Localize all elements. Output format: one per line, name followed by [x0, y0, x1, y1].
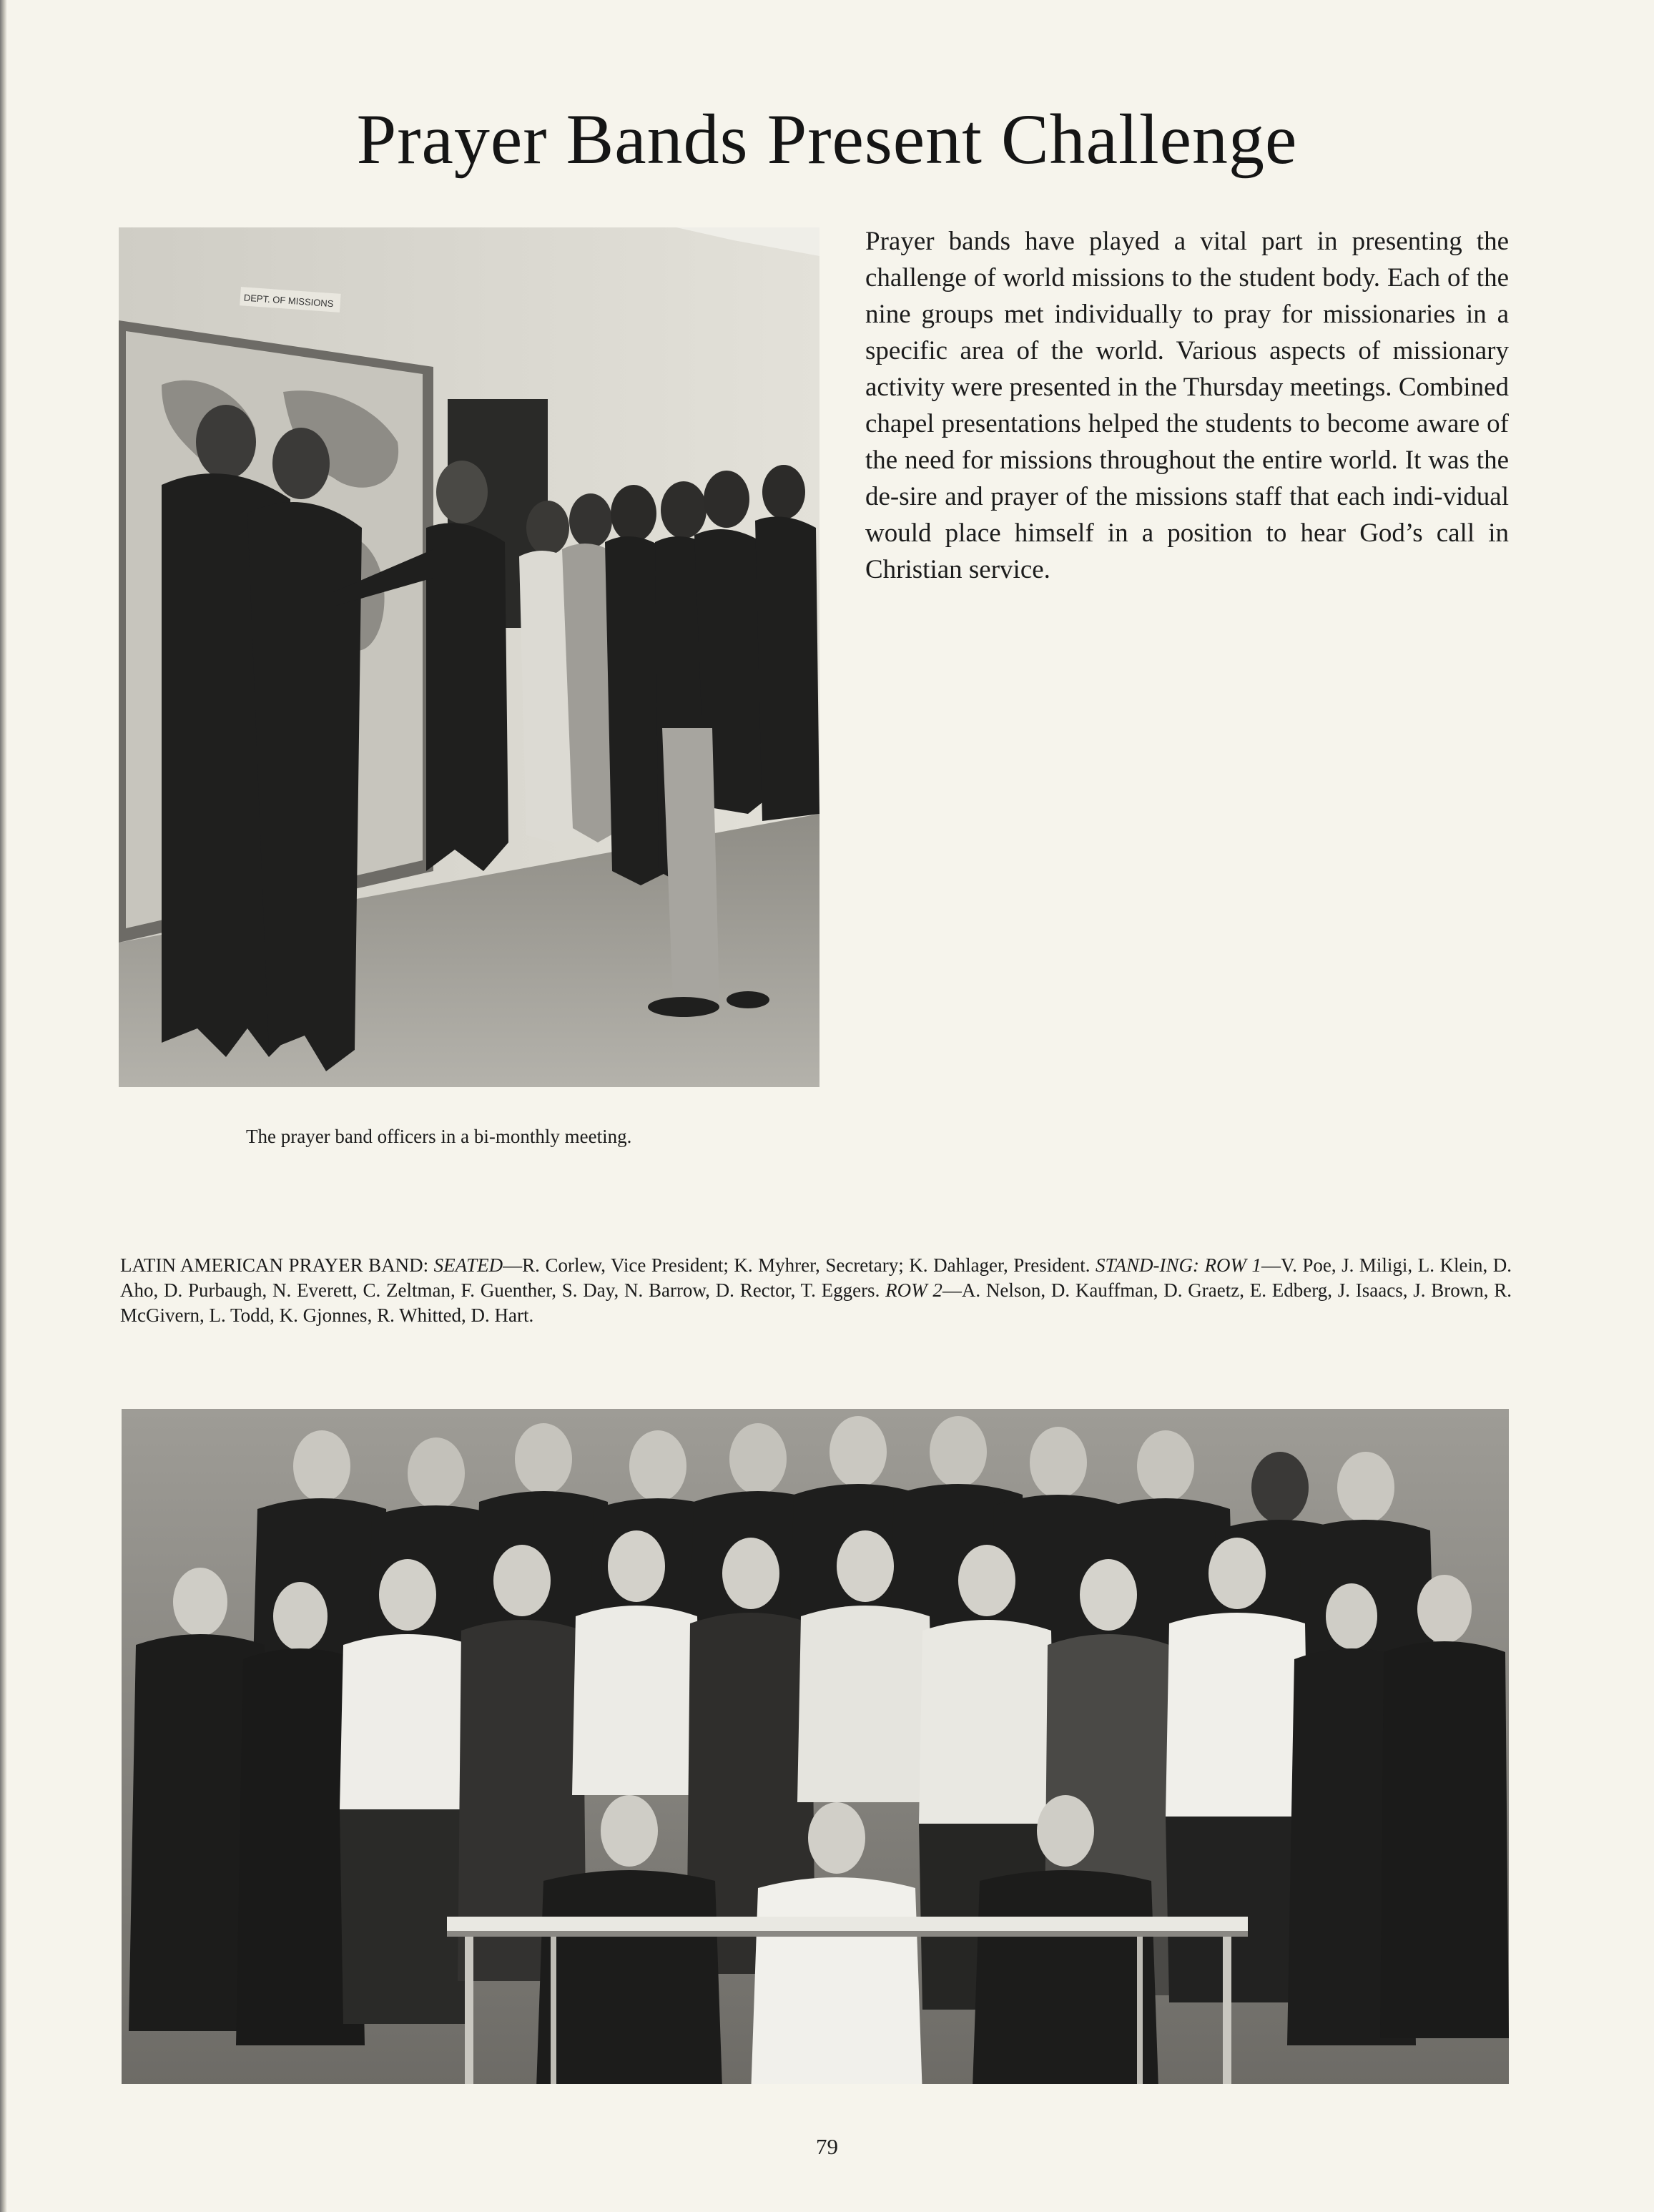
meeting-photo-caption: The prayer band officers in a bi-monthly meeting.	[246, 1126, 632, 1147]
group-photo	[122, 1409, 1509, 2084]
meeting-photo	[119, 227, 819, 1087]
band-heading: LATIN AMERICAN PRAYER BAND:	[120, 1254, 434, 1276]
seated-label: SEATED	[433, 1254, 503, 1276]
page-number: 79	[816, 2134, 838, 2159]
seated-names: —R. Corlew, Vice President; K. Myhrer, Secretary; K. Dahlager, President.	[503, 1254, 1096, 1276]
article-body: Prayer bands have played a vital part in presenting the challenge of world missions to the student body. Each of the nine groups met individually to pray for missionaries in a specific area of the world. Various aspects of missionary activity were presented in the Thursday meetings. Combined chapel presentations helped the students to become aware of the need for missions throughout the entire world. It was the de-sire and prayer of the missions staff that each indi-vidual would place himself in a position to hear God’s call in Christian service.	[865, 227, 1509, 584]
band-caption	[120, 1253, 1512, 1328]
page-title: Prayer Bands Present Challenge	[356, 99, 1298, 179]
row2-names: —A. Nelson, D. Kauffman, D. Graetz, E. Edberg, J. Isaacs, J. Brown, R. McGivern, L. Todd, K. Gjonnes, R. Whitted, D. Hart.	[120, 1279, 1512, 1326]
row2-label: ROW 2	[885, 1279, 942, 1301]
page-binding-edge	[0, 0, 7, 2212]
row1-names: —V. Poe, J. Miligi, L. Klein, D. Aho, D. Purbaugh, N. Everett, C. Zeltman, F. Guenther, S. Day, N. Barrow, D. Rector, T. Eggers.	[120, 1254, 1512, 1301]
standing-label: STAND-ING: ROW 1	[1096, 1254, 1262, 1276]
dept-sign: DEPT. OF MISSIONS	[243, 292, 334, 310]
